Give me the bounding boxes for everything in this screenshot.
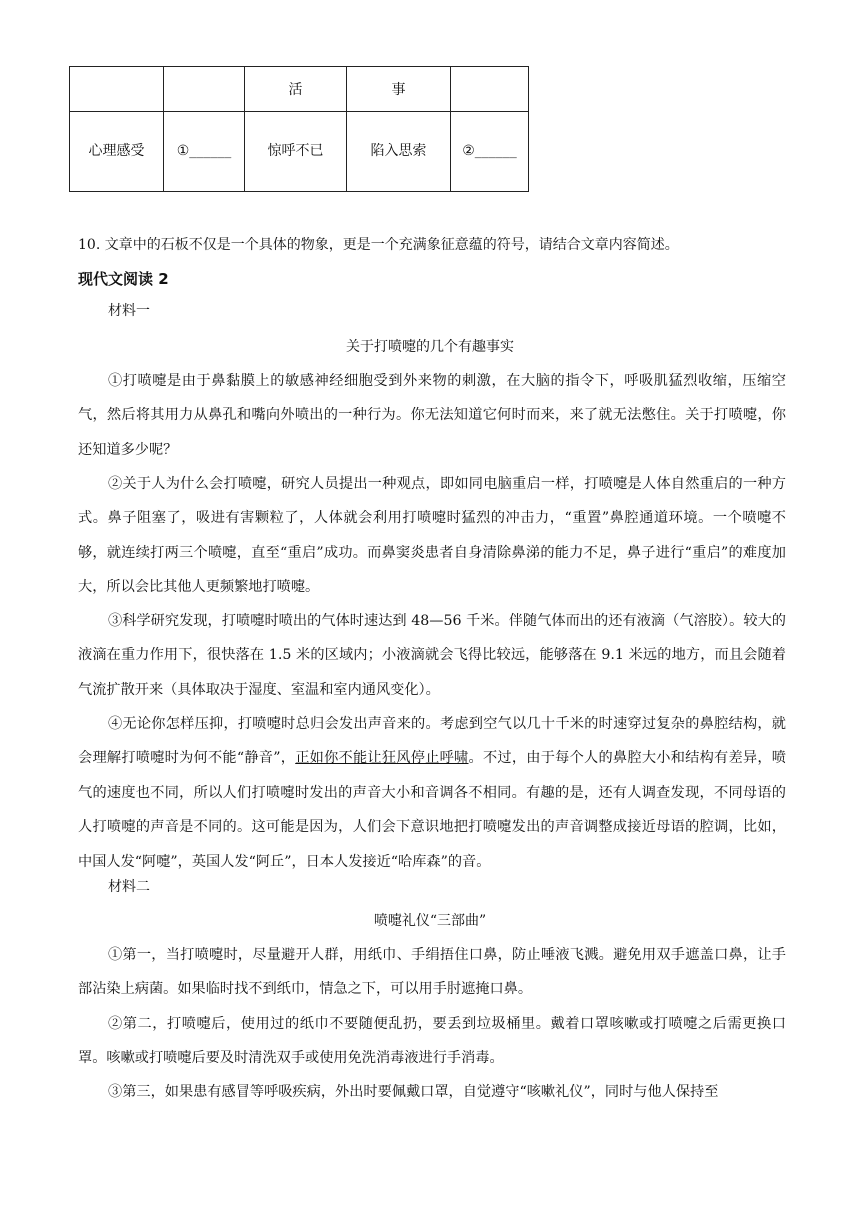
underlined-sentence: 正如你不能让狂风停止呼啸 xyxy=(295,750,469,767)
section-title: 现代文阅读 2 xyxy=(78,270,169,288)
table-cell: 活 xyxy=(245,67,347,112)
question-10: 10. 文章中的石板不仅是一个具体的物象，更是一个充满象征意蕴的符号，请结合文章内容简述。 xyxy=(78,237,679,253)
table-row-header: 心理感受 xyxy=(70,112,164,192)
material-2-title: 喷嚏礼仪“三部曲” xyxy=(373,913,487,929)
table-cell: 陷入思索 xyxy=(347,112,451,192)
material-1-paragraph-2: ②关于人为什么会打喷嚏，研究人员提出一种观点，即如同电脑重启一样，打喷嚏是人体自然重启的一种方式。鼻子阻塞了，吸进有害颗粒了，人体就会利用打喷嚏时猛烈的冲击力，“重置”鼻腔通道环境。一个喷嚏不够，就连续打两三个喷嚏，直至“重启”成功。而鼻窦炎患者自身清除鼻涕的能力不足，鼻子进行“重启”的难度加大，所以会比其他人更频繁地打喷嚏。 xyxy=(78,476,786,596)
material-1-paragraph-3: ③科学研究发现，打喷嚏时喷出的气体时速达到 48—56 千米。伴随气体而出的还有液滴（气溶胶）。较大的液滴在重力作用下，很快落在 1.5 米的区域内；小液滴就会飞得比较远，能够落在 9.1 米远的地方，而且会随着气流扩散开来（具体取决于湿度、室温和室内通风变化）。 xyxy=(78,613,786,698)
material-2-paragraph-2: ②第二，打喷嚏后，使用过的纸巾不要随便乱扔，要丢到垃圾桶里。戴着口罩咳嗽或打喷嚏之后需更换口罩。咳嗽或打喷嚏后要及时清洗双手或使用免洗消毒液进行手消毒。 xyxy=(78,1016,786,1067)
material-2-label: 材料二 xyxy=(108,879,150,895)
table-row xyxy=(70,67,529,112)
paragraph-text: 。不过，由于每个人的鼻腔大小和结构有差异，喷气的速度也不同，所以人们打喷嚏时发出的声音大小和音调各不相同。有趣的是，还有人调查发现，不同母语的人打喷嚏的声音是不同的。这可能是因为，人们会下意识地把打喷嚏发出的声音调整成接近母语的腔调，比如，中国人发“阿嚏”，英国人发“阿丘”，日本人发接近“哈库森”的音。 xyxy=(78,750,786,870)
material-1-paragraph-1: ①打喷嚏是由于鼻黏膜上的敏感神经细胞受到外来物的刺激，在大脑的指令下，呼吸肌猛烈收缩，压缩空气，然后将其用力从鼻孔和嘴向外喷出的一种行为。你无法知道它何时而来，来了就无法憋住。关于打喷嚏，你还知道多少呢？ xyxy=(78,373,786,458)
table-cell xyxy=(70,67,164,112)
summary-table xyxy=(69,66,529,192)
material-2-paragraph-3: ③第三，如果患有感冒等呼吸疾病，外出时要佩戴口罩，自觉遵守“咳嗽礼仪”，同时与他人保持至 xyxy=(108,1084,719,1100)
paragraph-text: ④无论你怎样压抑，打喷嚏时总归会发出声音来的。考虑到空气以几十千米的时速穿过复杂的鼻腔结构，就会理解打喷嚏时为何不能“静音”， xyxy=(78,716,786,767)
answer-blank-2[interactable]: ②______ xyxy=(451,112,529,192)
table-cell: 事 xyxy=(347,67,451,112)
material-1-title: 关于打喷嚏的几个有趣事实 xyxy=(346,339,514,355)
table-cell xyxy=(164,67,245,112)
material-1-label: 材料一 xyxy=(108,303,150,319)
table-cell: 惊呼不已 xyxy=(245,112,347,192)
table-row xyxy=(70,112,529,192)
material-1-paragraph-4 xyxy=(78,707,786,879)
table-cell xyxy=(451,67,529,112)
material-2-paragraph-1: ①第一，当打喷嚏时，尽量避开人群，用纸巾、手绢捂住口鼻，防止唾液飞溅。避免用双手遮盖口鼻，让手部沾染上病菌。如果临时找不到纸巾，情急之下，可以用手肘遮掩口鼻。 xyxy=(78,947,786,998)
answer-blank-1[interactable]: ①______ xyxy=(164,112,245,192)
